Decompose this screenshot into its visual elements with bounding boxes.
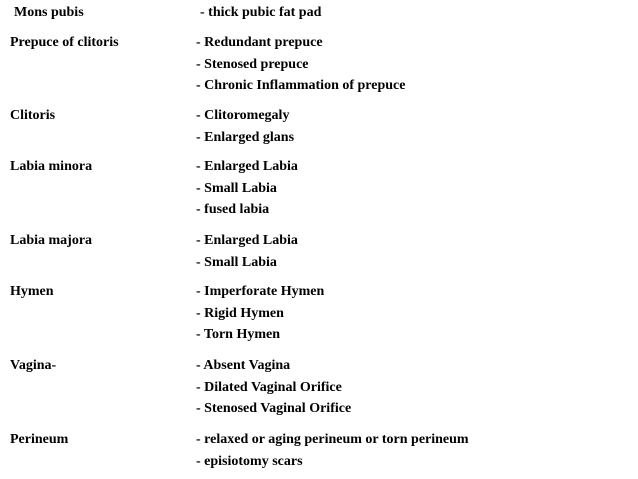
item-list (196, 355, 351, 420)
list-item: - Small Labia (196, 254, 277, 270)
item-list (196, 230, 298, 273)
term-label: Perineum (10, 432, 69, 447)
item-list (196, 156, 298, 221)
item-list (200, 2, 321, 24)
list-item: - Clitoromegaly (196, 108, 290, 123)
list-item: - Enlarged Labia (196, 233, 298, 248)
term-label: Clitoris (10, 108, 56, 123)
list-item: - episiotomy scars (196, 453, 303, 469)
list-item: - Imperforate Hymen (196, 284, 325, 299)
list-item: - Redundant prepuce (196, 35, 323, 50)
list-item: - Enlarged Labia (196, 159, 298, 174)
list-item: - Enlarged glans (196, 129, 295, 145)
list-item: - relaxed or aging perineum or torn perineum (196, 432, 469, 447)
item-list (196, 32, 405, 97)
list-item: - Rigid Hymen (196, 305, 284, 321)
term-label: Labia minora (10, 159, 93, 174)
item-list (196, 429, 469, 472)
term-label: Labia majora (10, 233, 93, 248)
item-list (196, 105, 294, 148)
term-label: Prepuce of clitoris (10, 35, 119, 50)
list-item: - Torn Hymen (196, 327, 281, 342)
item-list (196, 281, 324, 346)
list-item: - thick pubic fat pad (200, 5, 322, 20)
list-item: - Chronic Inflammation of prepuce (196, 78, 406, 93)
term-label: Hymen (10, 284, 54, 299)
list-item: - Absent Vagina (196, 358, 291, 373)
term-label: Mons pubis (14, 5, 84, 20)
list-item: - Stenosed Vaginal Orifice (196, 401, 352, 416)
list-item: - Small Labia (196, 180, 277, 196)
list-item: - fused labia (196, 202, 270, 217)
list-item: - Dilated Vaginal Orifice (196, 379, 342, 395)
list-item: - Stenosed prepuce (196, 56, 309, 72)
term-label: Vagina- (10, 358, 57, 373)
